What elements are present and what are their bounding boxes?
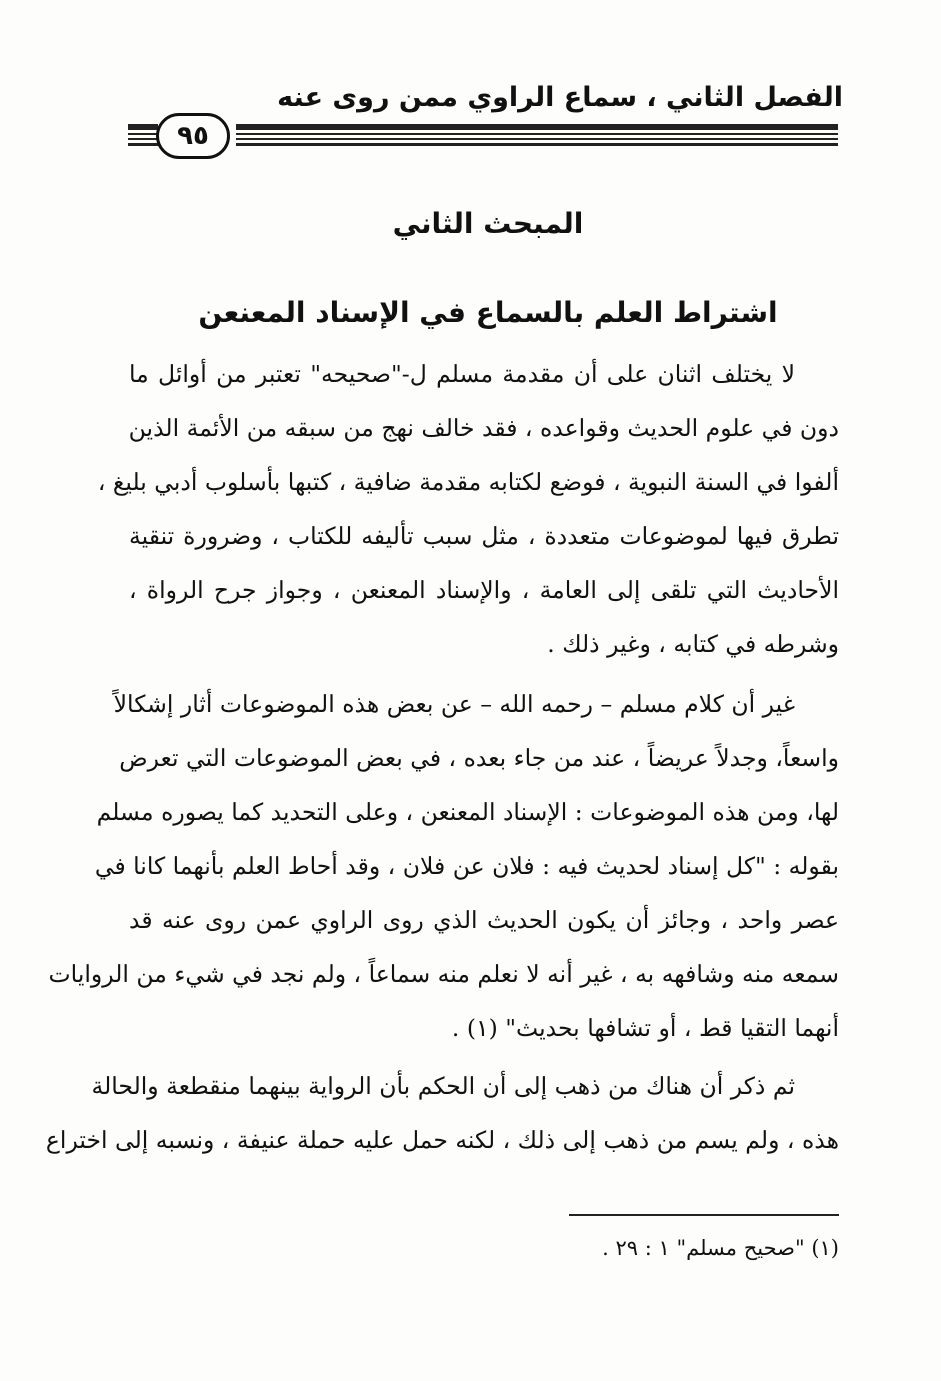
body-line: بقوله : "كل إسناد لحديث فيه : فلان عن فلان ، وقد أحاط العلم بأنهما كانا في [94,852,839,880]
body-line: هذه ، ولم يسم من ذهب إلى ذلك ، لكنه حمل عليه حملة عنيفة ، ونسبه إلى اختراع [45,1126,839,1154]
header-rule-left [128,124,158,146]
body-line: ثم ذكر أن هناك من ذهب إلى أن الحكم بأن الرواية بينهما منقطعة والحالة [91,1072,795,1100]
body-line: واسعاً، وجدلاً عريضاً ، عند من جاء بعده ، في بعض الموضوعات التي تعرض [119,744,839,772]
header-rule [236,124,838,146]
section-subtitle: اشتراط العلم بالسماع في الإسناد المعنعن [198,296,778,329]
body-line: دون في علوم الحديث وقواعده ، فقد خالف نهج من سبقه من الأئمة الذين [128,414,839,442]
section-title: المبحث الثاني [392,207,584,240]
body-line: ألفوا في السنة النبوية ، فوضع لكتابه مقدمة ضافية ، كتبها بأسلوب أدبي بليغ ، [97,468,839,496]
body-line: الأحاديث التي تلقى إلى العامة ، والإسناد المعنعن ، وجواز جرح الرواة ، [129,576,839,604]
body-line: لا يختلف اثنان على أن مقدمة مسلم ل-"صحيحه" تعتبر من أوائل ما [129,360,795,388]
body-line: وشرطه في كتابه ، وغير ذلك . [547,630,839,658]
body-line: لها، ومن هذه الموضوعات : الإسناد المعنعن ، وعلى التحديد كما يصوره مسلم [96,798,839,826]
footnote: (١) "صحيح مسلم" ١ : ٢٩ . [602,1236,839,1260]
body-line: أنهما التقيا قط ، أو تشافها بحديث" (١) . [451,1014,839,1042]
body-line: سمعه منه وشافهه به ، غير أنه لا نعلم منه سماعاً ، ولم نجد في شيء من الروايات [48,960,839,988]
page-number: ٩٥ [156,113,230,159]
running-title: الفصل الثاني ، سماع الراوي ممن روى عنه [277,82,843,113]
body-line: عصر واحد ، وجائز أن يكون الحديث الذي روى الراوي عمن روى عنه قد [129,906,839,934]
body-text [45,347,839,1167]
body-line: غير أن كلام مسلم – رحمه الله – عن بعض هذه الموضوعات أثار إشكالاً [113,690,795,718]
body-line: تطرق فيها لموضوعات متعددة ، مثل سبب تأليفه للكتاب ، وضرورة تنقية [129,522,839,550]
footnote-rule [569,1214,839,1216]
